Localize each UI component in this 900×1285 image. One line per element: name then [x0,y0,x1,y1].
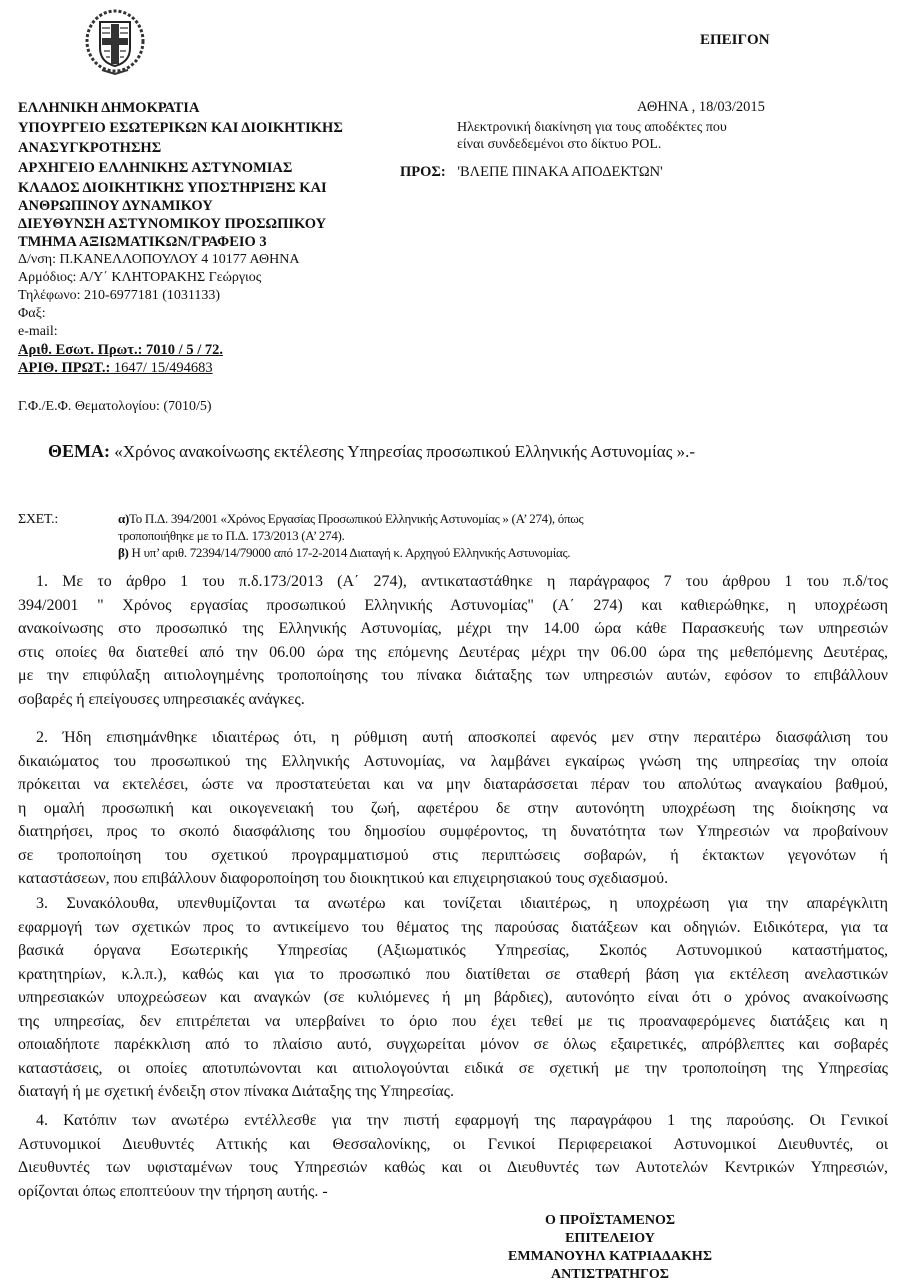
paragraph-line: διαταγή ή με σχετική ένδειξη στον πίνακα Διάταξης της Υπηρεσίας. [18,1083,454,1100]
references-label: ΣΧΕΤ.: [18,512,58,527]
subject [48,441,695,462]
paragraph-line: καταστάσεις, οι οποίες αποτυπώνονται και αιτιολογούνται ειδικά σε σχετική με την τροποποίηση της Υπηρεσίας [18,1059,888,1077]
sender-line: ΥΠΟΥΡΓΕΙΟ ΕΣΩΤΕΡΙΚΩΝ ΚΑΙ ΔΙΟΙΚΗΤΙΚΗΣ [18,120,343,136]
paragraph-line: 1. Με το άρθρο 1 του π.δ.173/2013 (Α΄ 274), αντικαταστάθηκε η παράγραφος 7 του άρθρου 1 του π.δ/τος [36,573,888,590]
protocol-value: 1647/ 15/494683 [110,360,213,376]
paragraph-line: η ομαλή προσωπική και οικογενειακή του ζωή, αφετέρου δε στην αυτονόητη υποχρέωση της διοίκησης να [18,799,888,817]
paragraph-line: οποιαδήποτε παρέκκλιση από το πλαίσιο αυτό, συγχωρείται μόνον σε όλως εξαιρετικές, απρόβλεπτες και σοβαρές [18,1036,888,1053]
paragraph-3 [18,892,888,1104]
paragraph-line: σοβαρές ή επείγουσες υπηρεσιακές ανάγκες. [18,690,305,708]
paragraph-line: ορίζονται όπως εποπτεύουν την τήρηση αυτής. - [18,1182,328,1200]
paragraph-line: πρόκειται να εκτελέσει, ώστε να προστατεύεται και να μην διαταράσσεται πέραν του απολύτως αναγκαίου βαθμού, [18,776,888,793]
paragraph-1 [18,570,888,711]
paragraph-line: Αστυνομικοί Διευθυντές Αττικής και Θεσσαλονίκης, οι Γενικοί Περιφερειακοί Αστυνομικοί Διευθυντές, οι [18,1135,888,1153]
sender-line: ΑΝΑΣΥΓΚΡΟΤΗΣΗΣ [18,140,162,156]
paragraph-line: διατηρήσει, προς το σκοπό διασφάλισης του δημοσίου συμφέροντος, τη δυνατότητα των Υπηρεσιών να προβαίνουν [18,823,888,840]
signature-rank: ΑΝΤΙΣΤΡΑΤΗΓΟΣ [551,1267,669,1282]
internal-protocol: Αριθ. Εσωτ. Πρωτ.: 7010 / 5 / 72. [18,342,223,358]
sender-line: ΔΙΕΥΘΥΝΣΗ ΑΣΤΥΝΟΜΙΚΟΥ ΠΡΟΣΩΠΙΚΟΥ [18,216,327,232]
distribution-line: είναι συνδεδεμένοι στο δίκτυο POL. [457,137,662,152]
sender-line: ΚΛΑΔΟΣ ΔΙΟΙΚΗΤΙΚΗΣ ΥΠΟΣΤΗΡΙΞΗΣ ΚΑΙ [18,180,327,196]
sender-line: ΤΜΗΜΑ ΑΞΙΩΜΑΤΙΚΩΝ/ΓΡΑΦΕΙΟ 3 [18,234,267,250]
signature-title: Ο ΠΡΟΪΣΤΑΜΕΝΟΣ [544,1213,676,1228]
signature-block [460,1212,760,1284]
ref-a-text: Το Π.Δ. 394/2001 «Χρόνος Εργασίας Προσωπικού Ελληνικής Αστυνομίας » (Α’ 274), όπως [129,511,584,526]
paragraph-line: στις οποίες θα διατεθεί από την 06.00 ώρα της επόμενης Δευτέρας μέχρι την 06.00 ώρα της μεθεπόμενης Δευτέρας, [18,643,888,661]
date: ΑΘΗΝΑ , 18/03/2015 [637,99,765,115]
email: e-mail: [18,324,58,339]
sender-line: ΕΛΛΗΝΙΚΗ ΔΗΜΟΚΡΑΤΙΑ [18,100,200,116]
distribution-line: Ηλεκτρονική διακίνηση για τους αποδέκτες που [457,120,727,135]
signature-name: ΕΜΜΑΝΟΥΗΛ ΚΑΤΡΙΑΔΑΚΗΣ [508,1249,712,1264]
paragraph-4 [18,1109,888,1203]
paragraph-2 [18,726,888,891]
contact-person: Αρμόδιος: Α/Υ΄ ΚΛΗΤΟΡΑΚΗΣ Γεώργιος [18,270,262,285]
paragraph-line: εφαρμογή των σχετικών προς το αντικείμενο του θέματος της παρούσας διατάξεων και οδηγιών. Ειδικότερα, για τα [18,918,888,936]
paragraph-line: 394/2001 " Χρόνος εργασίας προσωπικού Ελληνικής Αστυνομίας" (Α΄ 274) και καθιερώθηκε, η υποχρέωση [18,596,888,614]
ref-b-text: Η υπ’ αριθ. 72394/14/79000 από 17-2-2014 Διαταγή κ. Αρχηγού Ελληνικής Αστυνομίας. [128,545,571,560]
references [118,510,583,561]
phone: Τηλέφωνο: 210-6977181 (1031133) [18,288,221,303]
paragraph-line: υπηρεσιακών υποχρεώσεων και αναγκών (σε κυλιόμενες ή μη βάρδιες), αυτονόητο είναι ότι ο χρόνος ανακοίνωσης [18,989,888,1006]
sender-line: ΑΡΧΗΓΕΙΟ ΕΛΛΗΝΙΚΗΣ ΑΣΤΥΝΟΜΙΑΣ [18,160,293,176]
subject-label: ΘΕΜΑ: [48,441,110,461]
file-reference: Γ.Φ./Ε.Φ. Θεματολογίου: (7010/5) [18,399,212,414]
paragraph-line: Διευθυντές των υφισταμένων τους Υπηρεσιών καθώς και οι Διευθυντές των Αυτοτελών Κεντρικών Υπηρεσιών, [18,1159,888,1176]
distribution-note [457,119,727,153]
protocol-label: ΑΡΙΘ. ΠΡΩΤ.: [18,360,111,376]
ref-a-label: α) [118,511,129,526]
protocol-number [18,359,343,377]
signature-title: ΕΠΙΤΕΛΕΙΟΥ [565,1231,655,1246]
paragraph-line: 4. Κατόπιν των ανωτέρω εντέλλεσθε για την πιστή εφαρμογή της παραγράφου 1 της παρούσης. Οι Γενικοί [36,1112,888,1129]
paragraph-line: ανακοίνωσης στο προσωπικό της Ελληνικής Αστυνομίας, μέχρι την 14.00 ώρα κάθε Παρασκευής των υπηρεσιών [18,620,888,637]
to-value: 'ΒΛΕΠΕ ΠΙΝΑΚΑ ΑΠΟΔΕΚΤΩΝ' [457,164,663,180]
to-label: ΠΡΟΣ: [400,164,446,180]
sender-line: ΑΝΘΡΩΠΙΝΟΥ ΔΥΝΑΜΙΚΟΥ [18,198,213,214]
paragraph-line: βασικά όργανα Εσωτερικής Υπηρεσίας (Αξιωματικός Υπηρεσίας, Σκοπός Αστυνομικού καταστήματος, [18,942,888,959]
sender-header [18,99,343,377]
fax: Φαξ: [18,306,46,321]
paragraph-line: της υπηρεσίας, δεν επιτρέπεται να υπερβαίνει το όριο που έχει τεθεί με τις προαναφερόμενες διατάξεις και η [18,1012,888,1030]
paragraph-line: καταστάσεων, που επιβάλλουν διαφοροποίηση του διοικητικού και επιχειρησιακού τους σχεδιασμού. [18,870,669,887]
ref-a-text-cont: τροποποιήθηκε με το Π.Δ. 173/2013 (Α’ 274). [118,528,345,543]
subject-text: «Χρόνος ανακοίνωσης εκτέλεσης Υπηρεσίας προσωπικού Ελληνικής Αστυνομίας ».- [114,442,695,461]
paragraph-line: κρατητηρίων, κ.λ.π.), καθώς και για το προσωπικό που διατίθεται σε σταθερή βάση για εκτέλεση ανελαστικών [18,965,888,983]
recipient [400,164,663,181]
paragraph-line: 3. Συνακόλουθα, υπενθυμίζονται τα ανωτέρω και τονίζεται ιδιαιτέρως, η υποχρέωση για την απαρέγκλιτη [36,895,888,912]
paragraph-line: 2. Ήδη επισημάνθηκε ιδιαιτέρως ότι, η ρύθμιση αυτή αποσκοπεί αφενός μεν στην περαιτέρω διασφάλιση του [36,729,888,746]
sender-address: Δ/νση: Π.ΚΑΝΕΛΛΟΠΟΥΛΟΥ 4 10177 ΑΘΗΝΑ [18,252,300,267]
urgency-label: ΕΠΕΙΓΟΝ [700,32,770,48]
paragraph-line: δικαιώματος του προσωπικού της Ελληνικής Αστυνομίας, να λαμβάνει εγκαίρως γνώση της υπηρεσίας την οποία [18,752,888,770]
paragraph-line: με την επιφύλαξη αιτιολογημένης τροποποίησης του πίνακα διάταξης των υπηρεσιών αυτών, εφόσον το επιβάλλουν [18,667,888,684]
ref-b-label: β) [118,545,129,560]
greek-coat-of-arms-icon [82,8,148,83]
paragraph-line: σε τροποποίηση του σχετικού προγραμματισμού στις περιπτώσεις σοβαρών, ή έκτακτων γεγονότων ή [18,846,888,864]
